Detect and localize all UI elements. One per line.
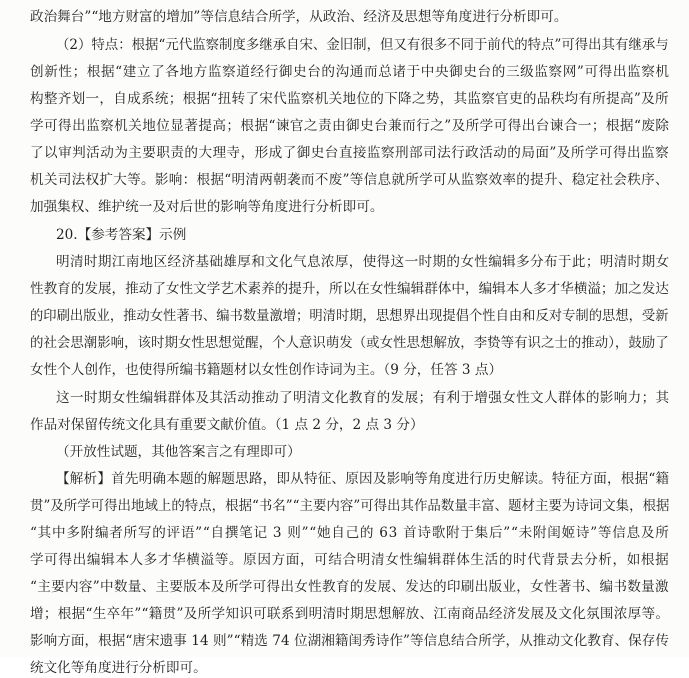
- text-line-7: 机关司法权扩大等。影响：根据“明清两朝袭而不废”等信息就所学可从监察效率的提升、稳定社会秩序、: [30, 172, 669, 188]
- text-line-19: 贯”及所学可得出地域上的特点，根据“书名”“主要内容”可得出其作品数量丰富、题材主要为诗词文集，根据: [30, 498, 670, 514]
- text-line-15: 这一时期女性编辑群体及其活动推动了明清文化教育的发展；有利于增强女性文人群体的影响力；其: [56, 390, 670, 406]
- text-line-13: 的社会思潮影响，该时期女性思想觉醒，个人意识萌发（或女性思想解放，李贽等有识之士的推动），鼓励了: [30, 335, 669, 351]
- text-line-2: （2）特点：根据“元代监察制度多继承自宋、金旧制，但又有很多不同于前代的特点”可得出其有继承与: [56, 37, 669, 53]
- text-line-12: 的印刷出版业，推动女性著书、编书数量激增；明清时期，思想界出现提倡个性自由和反对专制的思想，受新: [30, 308, 669, 324]
- text-line-8: 加强集权、维护统一及对后世的影响等角度进行分析即可。: [30, 199, 384, 215]
- text-line-6: 了以审判活动为主要职责的大理寺，形成了御史台直接监察刑部司法行政活动的局面”及所学可得出监察: [30, 145, 670, 161]
- answer-heading: 20.【参考答案】示例: [56, 227, 187, 243]
- text-line-21: 学可得出编辑本人多才华横溢等。原因方面，可结合明清女性编辑群体生活的时代背景去分析，如根据: [30, 552, 670, 568]
- text-line-11: 性教育的发展，推动了女性文学艺术素养的提升，所以在女性编辑群体中，编辑本人多才华横溢；加之发达: [30, 281, 669, 297]
- text-line-23: 增；根据“生卒年”“籍贯”及所学知识可联系到明清时期思想解放、江南商品经济发展及文化氛围浓厚等。: [30, 606, 670, 622]
- text-line-14: 女性个人创作，也使得所编书籍题材以女性创作诗词为主。（9 分，任答 3 点）: [30, 362, 503, 378]
- text-line-25: 统文化等角度进行分析即可。: [30, 660, 207, 676]
- text-line-1: 政治舞台”“地方财富的增加”等信息结合所学，从政治、经济及思想等角度进行分析即可。: [30, 9, 568, 25]
- text-line-17: （开放性试题，其他答案言之有理即可）: [56, 444, 301, 460]
- text-line-4: 构整齐划一，自成系统；根据“扭转了宋代监察机关地位的下降之势，其监察官吏的品秩均有所提高”及所: [30, 91, 669, 107]
- text-line-5: 学可得出监察机关地位显著提高；根据“谏官之责由御史台兼而行之”及所学可得出台谏合一；根据“废除: [30, 118, 670, 134]
- text-line-16: 作品对保留传统文化具有重要文献价值。（1 点 2 分，2 点 3 分）: [30, 417, 424, 433]
- text-line-20: “其中多附编者所写的评语”“自撰笔记 3 则”“她自己的 63 首诗歌附于集后”“未附闺姬诗”等信息及所: [30, 525, 670, 541]
- text-line-10: 明清时期江南地区经济基础雄厚和文化气息浓厚，使得这一时期的女性编辑多分布于此；明清时期女: [56, 254, 670, 270]
- text-line-24: 影响方面，根据“唐宋遗事 14 则”“精选 74 位湖湘籍闺秀诗作”等信息结合所学，从推动文化教育、保存传: [30, 633, 670, 649]
- text-line-22: “主要内容”中数量、主要版本及所学可得出女性教育的发展、发达的印刷出版业，女性著书、编书数量激: [30, 579, 669, 595]
- text-line-3: 创新性；根据“建立了各地方监察道经行御史台的沟通而总诸于中央御史台的三级监察网”可得出监察机: [30, 64, 670, 80]
- analysis-heading: 【解析】首先明确本题的解题思路，即从特征、原因及影响等角度进行历史解读。特征方面，根据“籍: [56, 471, 670, 487]
